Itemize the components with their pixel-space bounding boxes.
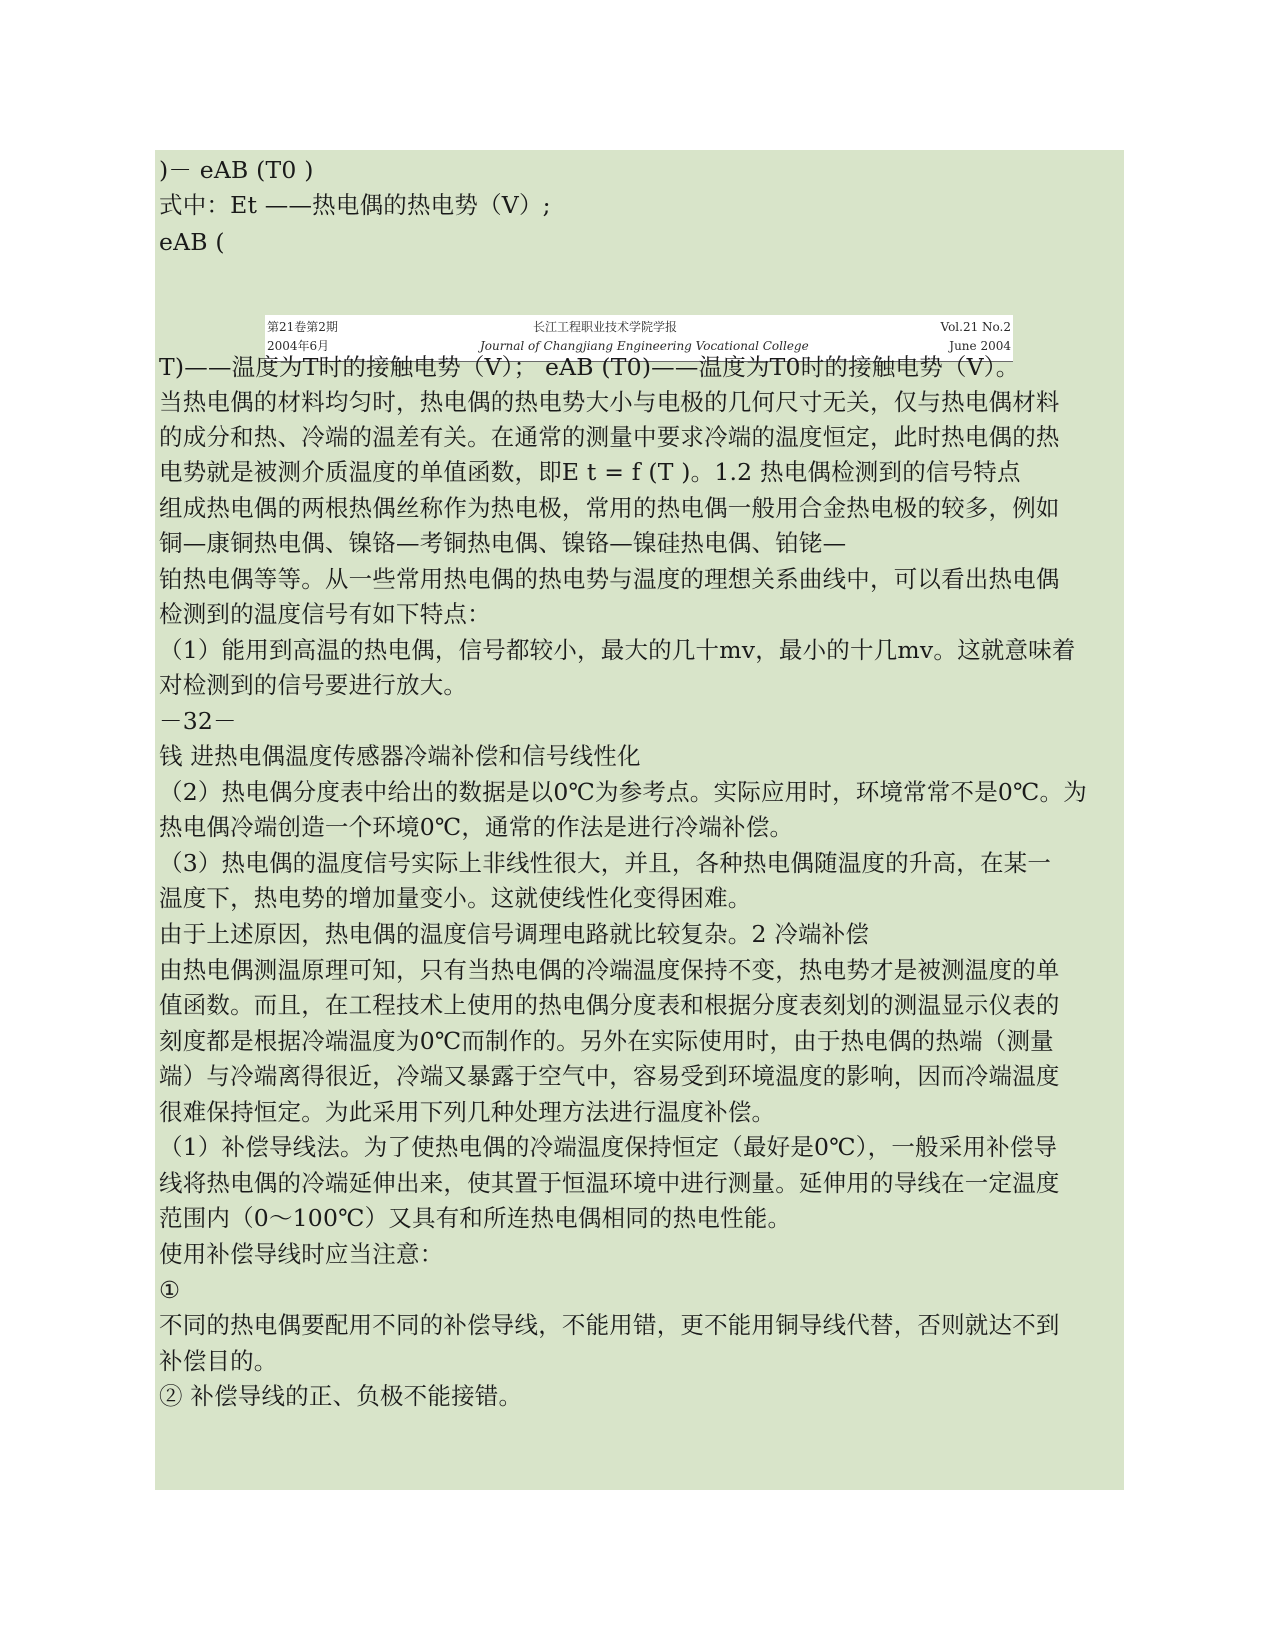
journal-date-zh: 2004年6月 — [267, 339, 330, 353]
list-marker: ① — [159, 1276, 181, 1304]
text-line: 电势就是被测介质温度的单值函数，即E t = f (T )。1.2 热电偶检测到的信号特点 — [159, 458, 1021, 486]
text-line: 刻度都是根据冷端温度为0℃而制作的。另外在实际使用时，由于热电偶的热端（测量 — [159, 1027, 1054, 1055]
text-line: 补偿目的。 — [159, 1347, 278, 1375]
journal-title-zh: 长江工程职业技术学院学报 — [533, 320, 678, 334]
text-line: 钱 进热电偶温度传感器冷端补偿和信号线性化 — [159, 742, 641, 770]
text-line: 范围内（0～100℃）又具有和所连热电偶相同的热电性能。 — [159, 1204, 792, 1232]
text-line: 温度下，热电势的增加量变小。这就使线性化变得困难。 — [159, 884, 752, 912]
text-line: 铂热电偶等等。从一些常用热电偶的热电势与温度的理想关系曲线中，可以看出热电偶 — [159, 565, 1060, 593]
text-line: （3）热电偶的温度信号实际上非线性很大，并且，各种热电偶随温度的升高，在某一 — [159, 849, 1052, 877]
text-line: ② 补偿导线的正、负极不能接错。 — [159, 1382, 523, 1410]
text-line: 的成分和热、冷端的温差有关。在通常的测量中要求冷端的温度恒定，此时热电偶的热 — [159, 423, 1060, 451]
text-line: eAB ( — [159, 228, 225, 256]
text-line: （2）热电偶分度表中给出的数据是以0℃为参考点。实际应用时，环境常常不是0℃。为 — [159, 778, 1087, 806]
text-line: 很难保持恒定。为此采用下列几种处理方法进行温度补偿。 — [159, 1098, 776, 1126]
text-line: 检测到的温度信号有如下特点： — [159, 600, 491, 628]
text-line: 式中：Et ——热电偶的热电势（V）; — [159, 191, 551, 219]
text-line: 组成热电偶的两根热偶丝称作为热电极，常用的热电偶一般用合金热电极的较多，例如 — [159, 494, 1060, 522]
text-line: 当热电偶的材料均匀时，热电偶的热电势大小与电极的几何尺寸无关，仅与热电偶材料 — [159, 388, 1060, 416]
text-line: 端）与冷端离得很近，冷端又暴露于空气中，容易受到环境温度的影响，因而冷端温度 — [159, 1062, 1060, 1090]
text-line: 值函数。而且，在工程技术上使用的热电偶分度表和根据分度表刻划的测温显示仪表的 — [159, 991, 1060, 1019]
page-number: －32－ — [159, 707, 237, 735]
text-line: 由热电偶测温原理可知，只有当热电偶的冷端温度保持不变，热电势才是被测温度的单 — [159, 956, 1060, 984]
text-line: 使用补偿导线时应当注意： — [159, 1240, 444, 1268]
text-line: 热电偶冷端创造一个环境0℃，通常的作法是进行冷端补偿。 — [159, 813, 794, 841]
text-line: （1）补偿导线法。为了使热电偶的冷端温度保持恒定（最好是0℃），一般采用补偿导 — [159, 1133, 1058, 1161]
text-line: 对检测到的信号要进行放大。 — [159, 671, 468, 699]
journal-volume-en: Vol.21 No.2 — [940, 320, 1011, 334]
journal-date-en: June 2004 — [949, 339, 1011, 353]
document-body — [155, 150, 1124, 1490]
text-line: 由于上述原因，热电偶的温度信号调理电路就比较复杂。2 冷端补偿 — [159, 920, 870, 948]
journal-title-en: Journal of Changjiang Engineering Vocational College — [480, 339, 809, 353]
journal-volume-zh: 第21卷第2期 — [267, 320, 338, 334]
text-line: 线将热电偶的冷端延伸出来，使其置于恒温环境中进行测量。延伸用的导线在一定温度 — [159, 1169, 1060, 1197]
text-line: T)——温度为T时的接触电势（V）； eAB (T0)——温度为T0时的接触电势（V）。 — [159, 353, 1020, 381]
text-line: )－ eAB (T0 ) — [159, 156, 314, 184]
text-line: 不同的热电偶要配用不同的补偿导线，不能用错，更不能用铜导线代替，否则就达不到 — [159, 1311, 1060, 1339]
text-line: 铜—康铜热电偶、镍铬—考铜热电偶、镍铬—镍硅热电偶、铂铑— — [159, 529, 847, 557]
text-line: （1）能用到高温的热电偶，信号都较小，最大的几十mv，最小的十几mv。这就意味着 — [159, 636, 1076, 664]
